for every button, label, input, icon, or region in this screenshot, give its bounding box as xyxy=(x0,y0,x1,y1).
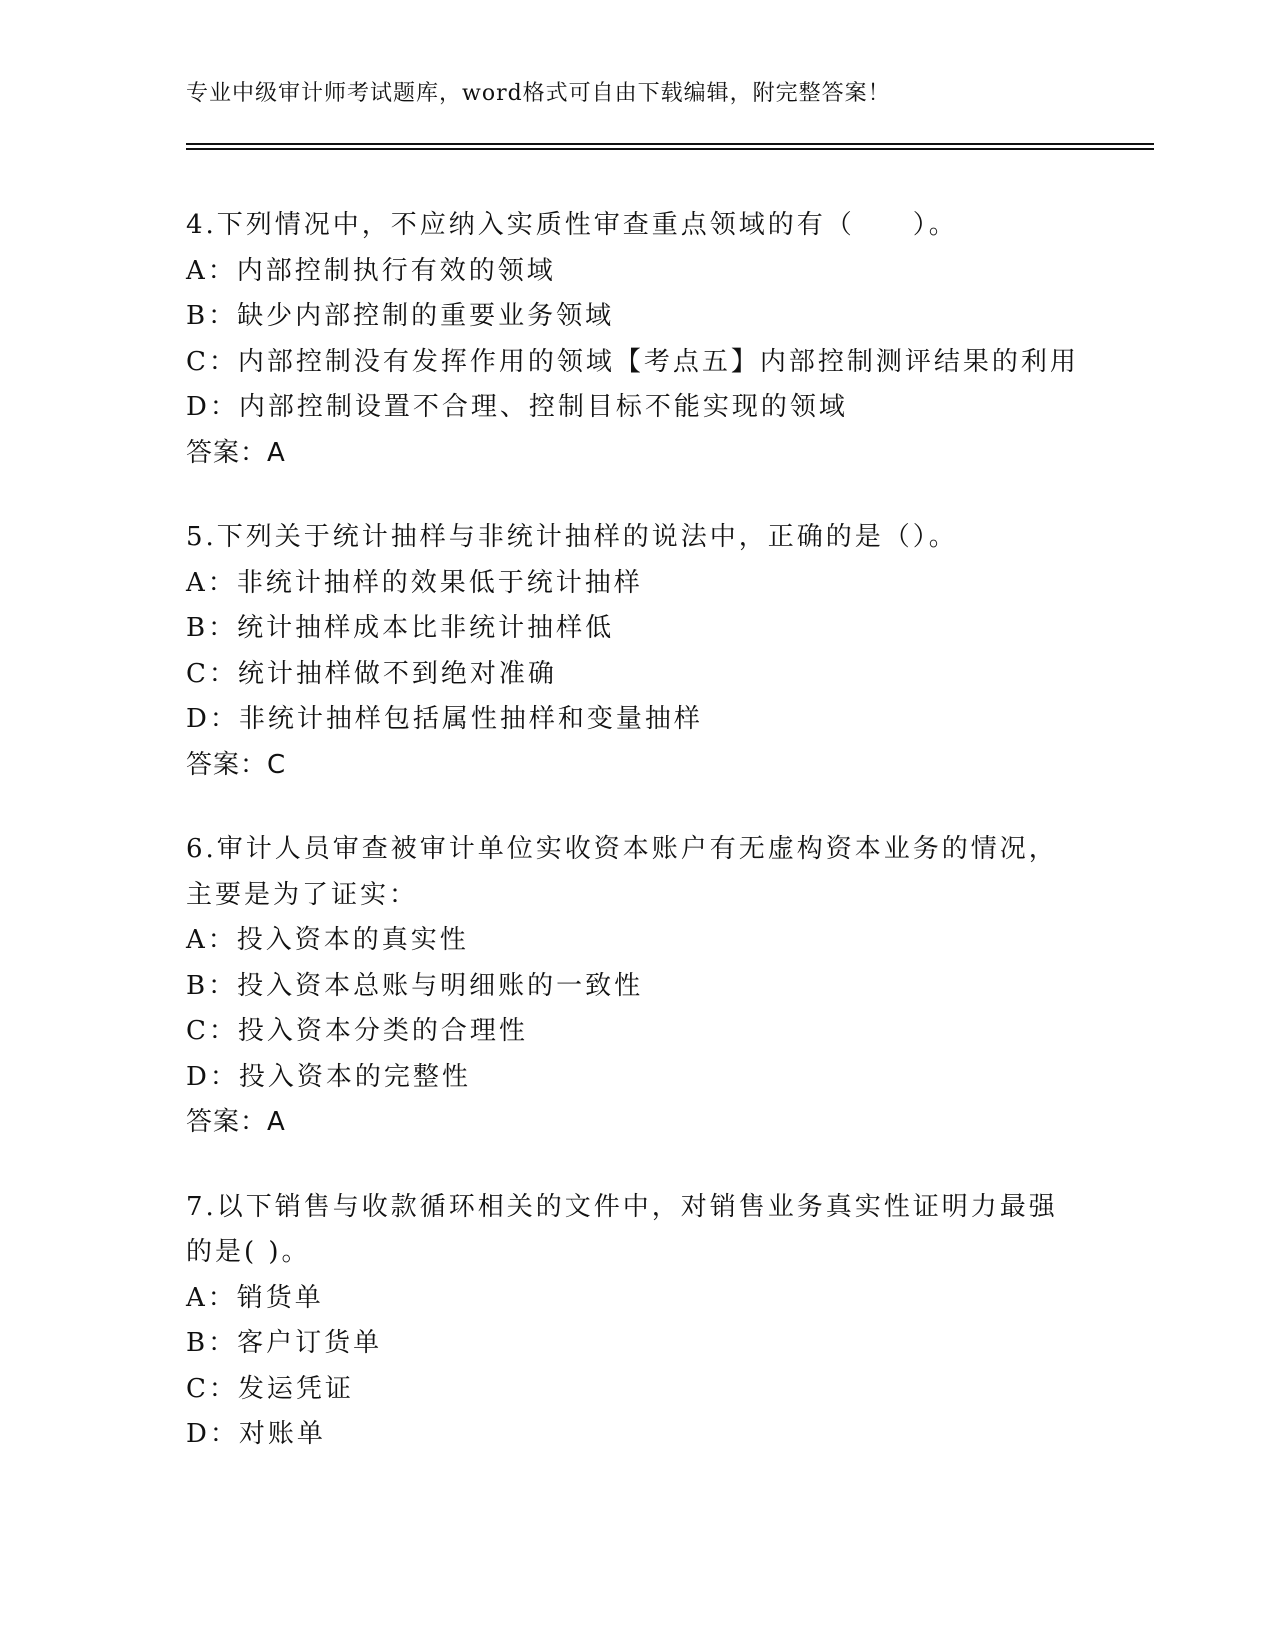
question-stem: 6.审计人员审查被审计单位实收资本账户有无虚构资本业务的情况， xyxy=(186,834,1058,864)
option-c: C：投入资本分类的合理性 xyxy=(186,1016,528,1046)
option-d: D：内部控制设置不合理、控制目标不能实现的领域 xyxy=(186,392,848,422)
option-b: B：统计抽样成本比非统计抽样低 xyxy=(186,613,615,643)
question-stem-continued: 主要是为了证实： xyxy=(186,879,419,910)
option-d: D：非统计抽样包括属性抽样和变量抽样 xyxy=(186,704,703,734)
question-5 xyxy=(186,515,1086,788)
option-a: A：销货单 xyxy=(186,1282,324,1313)
option-d: D：对账单 xyxy=(186,1419,326,1449)
page-header: 专业中级审计师考试题库，word格式可自由下载编辑，附完整答案！ xyxy=(186,81,891,106)
option-d: D：投入资本的完整性 xyxy=(186,1061,471,1092)
question-6 xyxy=(186,827,1086,1146)
question-stem: 4.下列情况中，不应纳入实质性审查重点领域的有（ ）。 xyxy=(186,210,958,240)
option-b: B：缺少内部控制的重要业务领域 xyxy=(186,301,615,331)
question-7 xyxy=(186,1185,1086,1458)
option-b: B：客户订货单 xyxy=(186,1328,383,1358)
question-stem: 5.下列关于统计抽样与非统计抽样的说法中，正确的是（）。 xyxy=(186,522,958,552)
answer: 答案：C xyxy=(186,749,287,780)
option-a: A：内部控制执行有效的领域 xyxy=(186,255,556,286)
option-c: C：发运凭证 xyxy=(186,1373,354,1404)
answer: 答案：A xyxy=(186,437,286,468)
question-4 xyxy=(186,203,1086,476)
question-stem: 7.以下销售与收款循环相关的文件中，对销售业务真实性证明力最强 xyxy=(186,1191,1058,1222)
question-stem-continued: 的是( )。 xyxy=(186,1237,311,1267)
option-b: B：投入资本总账与明细账的一致性 xyxy=(186,970,644,1001)
option-c: C：内部控制没有发挥作用的领域【考点五】内部控制测评结果的利用 xyxy=(186,346,1079,377)
option-a: A：投入资本的真实性 xyxy=(186,925,469,955)
option-c: C：统计抽样做不到绝对准确 xyxy=(186,658,557,689)
option-a: A：非统计抽样的效果低于统计抽样 xyxy=(186,567,643,598)
answer: 答案：A xyxy=(186,1107,286,1137)
question-list xyxy=(186,203,1086,1497)
header-divider xyxy=(186,143,1154,150)
